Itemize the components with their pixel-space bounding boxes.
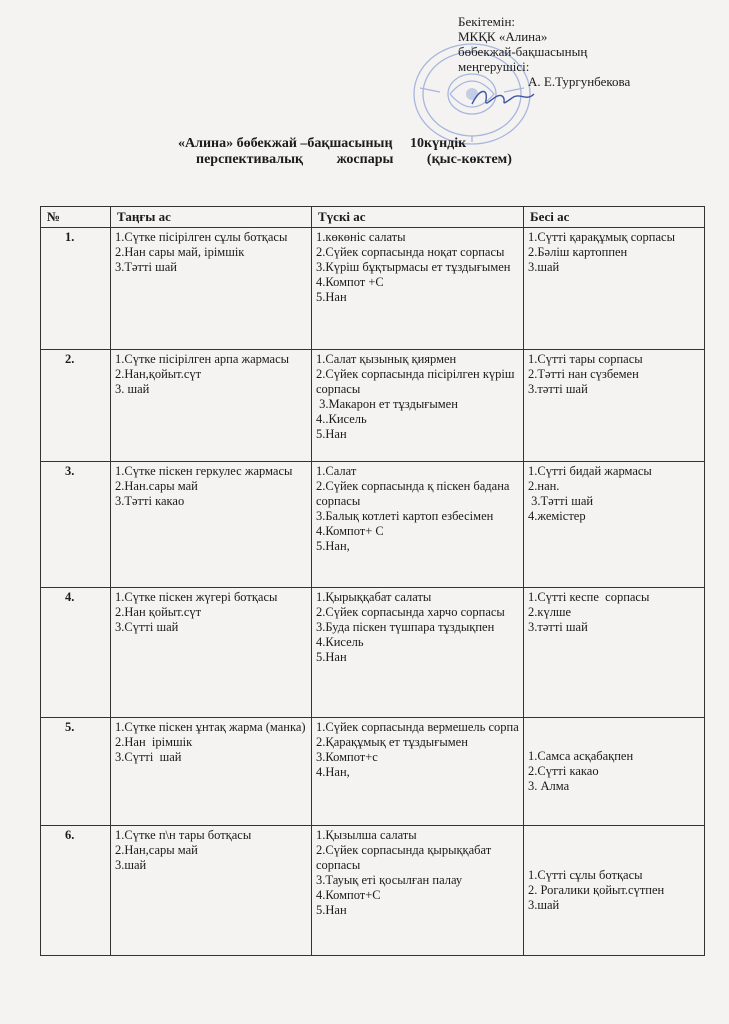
approval-line1: Бекітемін: bbox=[458, 14, 516, 29]
breakfast-item: 3.Сүтті шай bbox=[115, 620, 179, 634]
breakfast-item: 2.Нан қойыт.сүт bbox=[115, 605, 202, 619]
lunch-item: 2.Сүйек сорпасында қ піскен бадана сорпасы bbox=[316, 479, 513, 508]
title-line1: «Алина» бөбекжай –бақшасының 10күндік bbox=[178, 136, 467, 151]
table-row bbox=[41, 228, 705, 350]
breakfast-item: 1.Сүтке піскен ұнтақ жарма (манка) bbox=[115, 720, 306, 734]
lunch-item: 3.Компот+с bbox=[316, 750, 378, 764]
lunch-item: 4..Кисель bbox=[316, 412, 367, 426]
snack-item: 3.тәтті шай bbox=[528, 620, 588, 634]
snack-item: 1.Самса асқабақпен bbox=[528, 749, 634, 763]
table-row bbox=[41, 350, 705, 462]
lunch-cell bbox=[312, 826, 524, 956]
breakfast-cell bbox=[111, 826, 312, 956]
lunch-item: 3.Макарон ет тұздығымен bbox=[316, 397, 458, 411]
breakfast-item: 2.Нан.сары май bbox=[115, 479, 198, 493]
breakfast-cell bbox=[111, 350, 312, 462]
lunch-item: 1.Қырыққабат салаты bbox=[316, 590, 432, 604]
lunch-cell bbox=[312, 462, 524, 588]
snack-item: 2.Тәтті нан сүзбемен bbox=[528, 367, 639, 381]
breakfast-cell bbox=[111, 588, 312, 718]
snack-item: 3.шай bbox=[528, 260, 560, 274]
lunch-item: 4.Компот+ С bbox=[316, 524, 384, 538]
table-row bbox=[41, 718, 705, 826]
snack-item: 1.Сүтті бидай жармасы bbox=[528, 464, 652, 478]
row-number: 6. bbox=[41, 826, 111, 956]
lunch-item: 4.Компот+С bbox=[316, 888, 381, 902]
column-header-breakfast: Таңғы ас bbox=[111, 207, 312, 228]
lunch-item: 4.Кисель bbox=[316, 635, 364, 649]
snack-item: 2.күлше bbox=[528, 605, 572, 619]
snack-cell bbox=[524, 826, 705, 956]
lunch-item: 3.Тауық еті қосылған палау bbox=[316, 873, 463, 887]
snack-item: 2.Бәліш картоппен bbox=[528, 245, 628, 259]
lunch-item: 5.Нан bbox=[316, 903, 347, 917]
snack-item: 2.Сүтті какао bbox=[528, 764, 599, 778]
title-line2: перспективалық жоспары (қыс-көктем) bbox=[196, 152, 512, 167]
lunch-item: 5.Нан bbox=[316, 427, 347, 441]
breakfast-item: 2.Нан,сары май bbox=[115, 843, 198, 857]
lunch-item: 5.Нан bbox=[316, 650, 347, 664]
snack-item: 3.тәтті шай bbox=[528, 382, 588, 396]
breakfast-item: 1.Сүтке піскен геркулес жармасы bbox=[115, 464, 293, 478]
breakfast-item: 2.Нан сары май, ірімшік bbox=[115, 245, 245, 259]
snack-item: 3.шай bbox=[528, 898, 560, 912]
breakfast-cell bbox=[111, 718, 312, 826]
lunch-item: 5.Нан, bbox=[316, 539, 350, 553]
row-number: 1. bbox=[41, 228, 111, 350]
snack-item: 2. Рогалики қойыт.сүтпен bbox=[528, 883, 665, 897]
lunch-item: 2.Қарақұмық ет тұздығымен bbox=[316, 735, 468, 749]
lunch-item: 4.Компот +С bbox=[316, 275, 384, 289]
lunch-item: 3.Буда піскен түшпара тұздықпен bbox=[316, 620, 495, 634]
approval-line2: МКҚК «Алина» bbox=[458, 29, 548, 44]
snack-item: 1.Сүтті сұлы ботқасы bbox=[528, 868, 643, 882]
table-row bbox=[41, 462, 705, 588]
table-row bbox=[41, 588, 705, 718]
lunch-item: 5.Нан bbox=[316, 290, 347, 304]
breakfast-item: 3. шай bbox=[115, 382, 150, 396]
lunch-cell bbox=[312, 228, 524, 350]
breakfast-cell bbox=[111, 462, 312, 588]
column-header-lunch: Түскі ас bbox=[312, 207, 524, 228]
approval-signer: А. Е.Тургунбекова bbox=[528, 74, 631, 89]
lunch-item: 1.Салат қызынық қиярмен bbox=[316, 352, 457, 366]
snack-cell bbox=[524, 588, 705, 718]
breakfast-item: 3.Тәтті шай bbox=[115, 260, 177, 274]
row-number: 5. bbox=[41, 718, 111, 826]
lunch-item: 1.көкөніс салаты bbox=[316, 230, 406, 244]
lunch-cell bbox=[312, 350, 524, 462]
breakfast-item: 3.Сүтті шай bbox=[115, 750, 182, 764]
row-number: 4. bbox=[41, 588, 111, 718]
lunch-item: 2.Сүйек сорпасында пісірілген күріш сорпасы bbox=[316, 367, 518, 396]
snack-cell bbox=[524, 718, 705, 826]
snack-cell bbox=[524, 462, 705, 588]
lunch-item: 1.Салат bbox=[316, 464, 357, 478]
lunch-item: 2.Сүйек сорпасында қырыққабат сорпасы bbox=[316, 843, 495, 872]
lunch-item: 2.Сүйек сорпасында харчо сорпасы bbox=[316, 605, 505, 619]
approval-block bbox=[458, 14, 630, 89]
snack-item: 1.Сүтті тары сорпасы bbox=[528, 352, 643, 366]
breakfast-item: 1.Сүтке п\н тары ботқасы bbox=[115, 828, 252, 842]
snack-item: 3.Тәтті шай bbox=[528, 494, 594, 508]
snack-item: 4.жемістер bbox=[528, 509, 586, 523]
breakfast-cell bbox=[111, 228, 312, 350]
lunch-item: 1.Сүйек сорпасында вермешель сорпа bbox=[316, 720, 519, 734]
lunch-item: 1.Қызылша салаты bbox=[316, 828, 417, 842]
lunch-cell bbox=[312, 588, 524, 718]
table-row bbox=[41, 826, 705, 956]
breakfast-item: 1.Сүтке пісірілген арпа жармасы bbox=[115, 352, 290, 366]
breakfast-item: 1.Сүтке пісірілген сұлы ботқасы bbox=[115, 230, 288, 244]
snack-cell bbox=[524, 350, 705, 462]
breakfast-item: 3.шай bbox=[115, 858, 147, 872]
row-number: 2. bbox=[41, 350, 111, 462]
page-title bbox=[178, 136, 578, 168]
lunch-item: 4.Нан, bbox=[316, 765, 350, 779]
column-header-snack: Бесі ас bbox=[524, 207, 705, 228]
snack-item: 1.Сүтті кеспе сорпасы bbox=[528, 590, 650, 604]
approval-line4: меңгерушісі: bbox=[458, 59, 530, 74]
breakfast-item: 3.Тәтті какао bbox=[115, 494, 185, 508]
lunch-cell bbox=[312, 718, 524, 826]
breakfast-item: 1.Сүтке піскен жүгері ботқасы bbox=[115, 590, 278, 604]
menu-table-body bbox=[41, 228, 705, 956]
snack-item: 2.нан. bbox=[528, 479, 560, 493]
snack-item: 1.Сүтті қарақұмық сорпасы bbox=[528, 230, 675, 244]
column-header-number: № bbox=[41, 207, 111, 228]
approval-line3: бөбекжай-бақшасының bbox=[458, 44, 588, 59]
lunch-item: 2.Сүйек сорпасында ноқат сорпасы bbox=[316, 245, 505, 259]
row-number: 3. bbox=[41, 462, 111, 588]
breakfast-item: 2.Нан,қойыт.сүт bbox=[115, 367, 202, 381]
breakfast-item: 2.Нан ірімшік bbox=[115, 735, 193, 749]
snack-item: 3. Алма bbox=[528, 779, 570, 793]
menu-table bbox=[40, 206, 705, 956]
lunch-item: 3.Балық котлеті картоп езбесімен bbox=[316, 509, 494, 523]
table-header-row bbox=[41, 207, 705, 228]
snack-cell bbox=[524, 228, 705, 350]
lunch-item: 3.Күріш бұқтырмасы ет тұздығымен bbox=[316, 260, 511, 274]
